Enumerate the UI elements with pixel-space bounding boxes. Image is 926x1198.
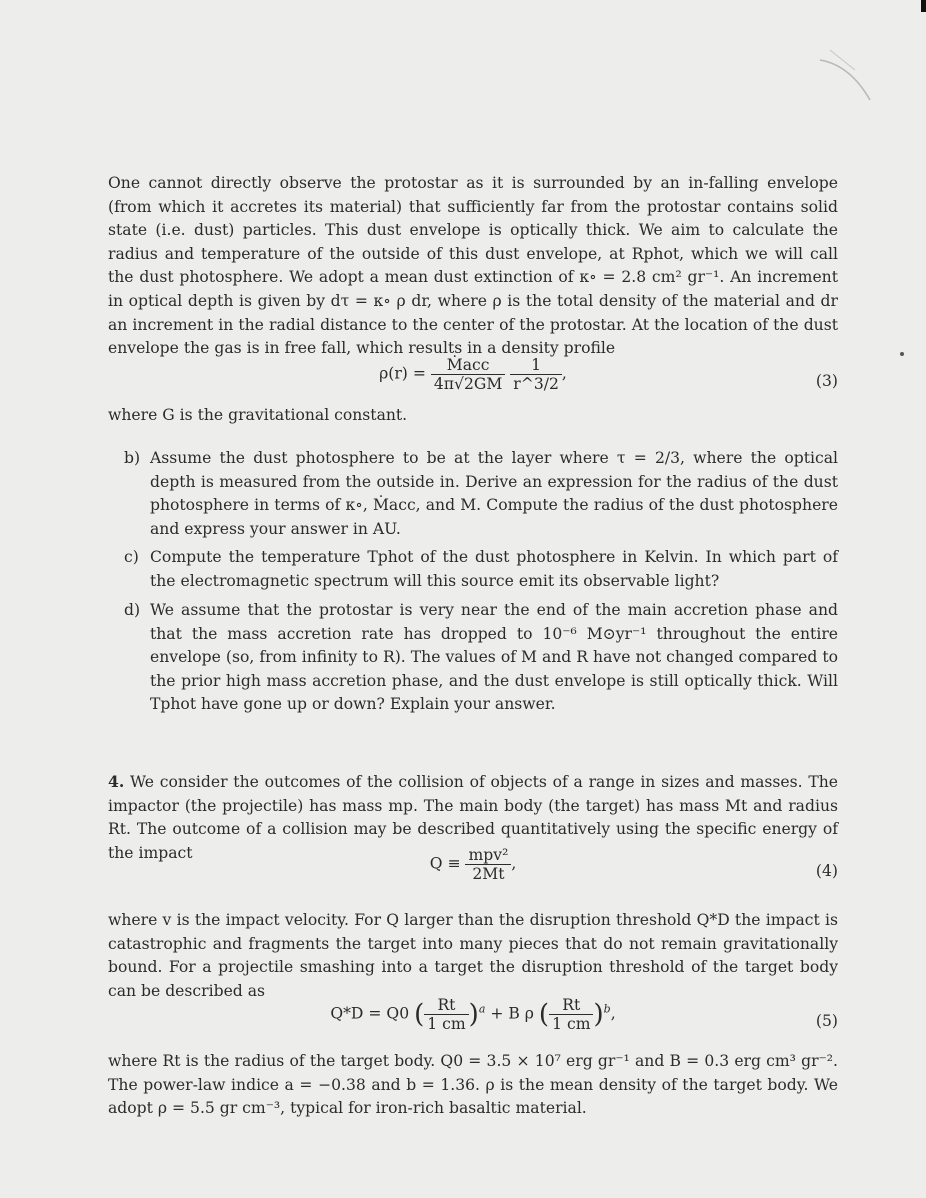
eq5-middle: + B ρ — [490, 1004, 534, 1023]
equation-3 — [108, 356, 838, 406]
item-text: Assume the dust photosphere to be at the layer where τ = 2/3, where the optical depth is measured from the outside in. Derive an expression for the radius of the dust photosphere in terms of κ∘, Ṁacc, and M. Compute the radius of the dust photosphere and express your answer in AU. — [150, 449, 838, 538]
eq5-exponent-a: a — [478, 1002, 486, 1016]
scan-dot — [900, 352, 904, 356]
eq4-number: (4) — [815, 862, 838, 880]
eq5-exponent-b: b — [603, 1002, 611, 1016]
eq5-lhs: Q*D = Q0 — [330, 1004, 410, 1023]
intro-paragraph: One cannot directly observe the protostar as it is surrounded by an in-falling envelope (from which it accretes its material) that sufficiently far from the protostar contains solid state (i.e. dust) particles. This dust envelope is optically thick. We aim to calculate the radius and temperature of the outside of this dust envelope, at Rphot, which we will call the dust photosphere. We adopt a mean dust extinction of κ∘ = 2.8 cm² gr⁻¹. An increment in optical depth is given by dτ = κ∘ ρ dr, where ρ is the total density of the material and dr an increment in the radial distance to the center of the protostar. At the location of the dust envelope the gas is in free fall, which results in a density profile — [108, 174, 838, 358]
eq5-frac2-numerator: Rt — [549, 996, 593, 1015]
eq5-paren-close-1: ) — [468, 999, 479, 1030]
eq5-number: (5) — [815, 1012, 838, 1030]
eq5-fraction-1 — [424, 996, 468, 1033]
eq4-denominator: 2Mt — [472, 865, 505, 883]
item-label: d) — [124, 601, 141, 619]
item-text: We assume that the protostar is very near the end of the main accretion phase and that the mass accretion rate has dropped to 10⁻⁶ M⊙yr⁻¹ throughout the entire envelope (so, from infinity to R). The values of M and R have not changed compared to the prior high mass accretion phase, and the dust envelope is still optically thick. Will Tphot have gone up or down? Explain your answer. — [150, 601, 838, 714]
eq5-paren-close-2: ) — [593, 999, 604, 1030]
eq4-tail: , — [511, 854, 517, 873]
question-item-b — [124, 447, 838, 541]
eq5-tail: , — [610, 1004, 616, 1023]
item-label: c) — [124, 548, 139, 566]
eq4-numerator: mpv² — [465, 846, 511, 865]
page-corner-fold-mark — [810, 40, 880, 110]
eq5-fraction-2 — [549, 996, 593, 1033]
eq5-paren-open-1: ( — [414, 999, 425, 1030]
question-4-number: 4. — [108, 772, 125, 791]
disruption-paragraph: where v is the impact velocity. For Q larger than the disruption threshold Q*D the impact is catastrophic and fragments the target into many pieces that do not remain gravitationally bound. For a projectile smashing into a target the disruption threshold of the target body can be described as — [108, 911, 838, 1000]
question-item-c — [124, 546, 838, 593]
item-label: b) — [124, 449, 141, 467]
equation-5 — [108, 996, 838, 1046]
eq3-fraction-2 — [510, 356, 562, 393]
eq3-fraction — [431, 356, 505, 393]
eq3-numerator-2: 1 — [510, 356, 562, 375]
eq5-frac1-numerator: Rt — [424, 996, 468, 1015]
eq3-numerator: Ṁacc — [431, 356, 505, 375]
eq3-tail: , — [561, 364, 567, 383]
eq3-number: (3) — [815, 372, 838, 390]
item-text: Compute the temperature Tphot of the dust photosphere in Kelvin. In which part of the electromagnetic spectrum will this source emit its observable light? — [150, 548, 838, 590]
eq5-frac1-denominator: 1 cm — [427, 1015, 466, 1033]
eq3-denominator: 4π√2GM — [433, 375, 503, 393]
scan-edge-mark — [921, 0, 926, 12]
where-g-line: where G is the gravitational constant. — [108, 406, 408, 424]
eq4-lhs: Q ≡ — [429, 854, 461, 873]
eq5-paren-open-2: ( — [538, 999, 550, 1030]
eq5-frac2-denominator: 1 cm — [552, 1015, 591, 1033]
eq3-denominator-2: r^3/2 — [513, 375, 559, 393]
equation-4 — [108, 846, 838, 896]
eq3-lhs: ρ(r) = — [379, 364, 426, 383]
question-item-d — [124, 599, 838, 717]
question-4-text: We consider the outcomes of the collision of objects of a range in sizes and masses. The impactor (the projectile) has mass mp. The main body (the target) has mass Mt and radius Rt. The outcome of a collision may be described quantitatively using the specific energy of the impact — [108, 773, 838, 862]
final-paragraph: where Rt is the radius of the target body. Q0 = 3.5 × 10⁷ erg gr⁻¹ and B = 0.3 erg cm³ gr⁻². The power-law indice a = −0.38 and b = 1.36. ρ is the mean density of the target body. We adopt ρ = 5.5 gr cm⁻³, typical for iron-rich basaltic material. — [108, 1052, 838, 1118]
eq4-fraction — [465, 846, 511, 883]
